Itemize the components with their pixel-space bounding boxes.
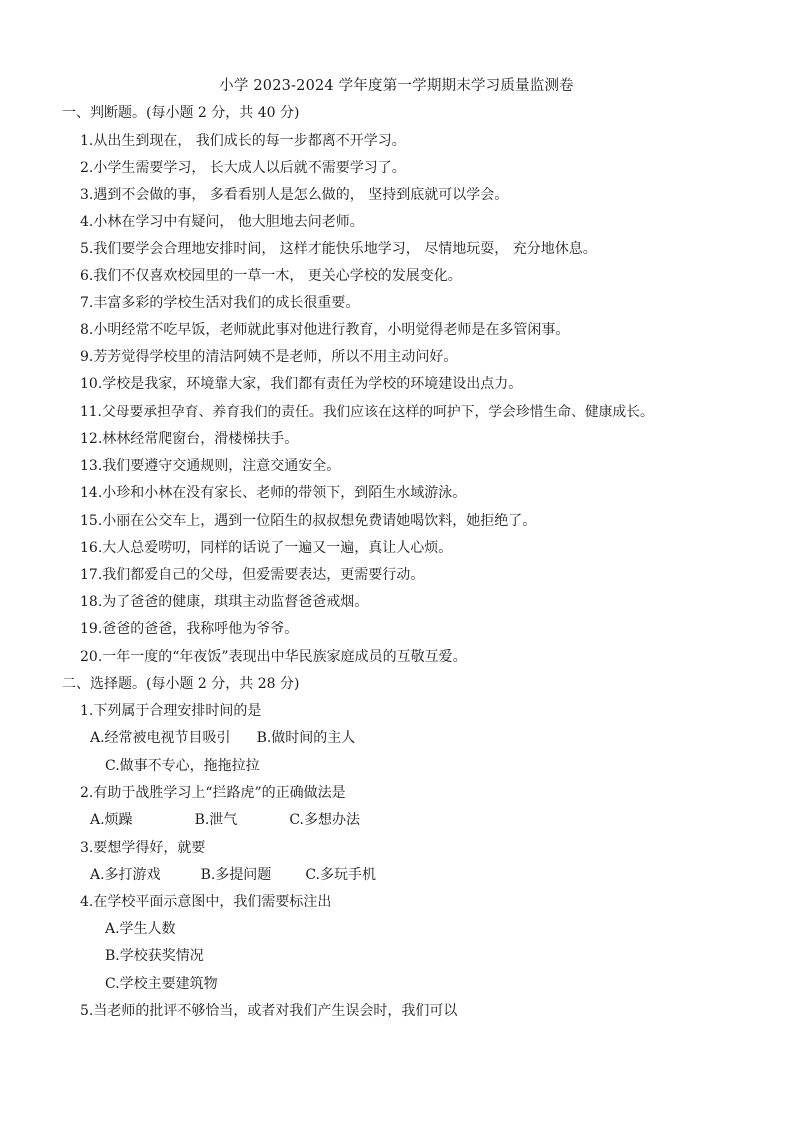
judgment-item-14: 14.小珍和小林在没有家长、老师的带领下，到陌生水域游泳。	[80, 485, 467, 501]
choice-4-option-c: C.学校主要建筑物	[105, 976, 218, 992]
judgment-item-12: 12.林林经常爬窗台，滑楼梯扶手。	[80, 431, 299, 447]
choice-question-2-stem: 2.有助于战胜学习上“拦路虎”的正确做法是	[80, 785, 346, 801]
judgment-item-6: 6.我们不仅喜欢校园里的一草一木， 更关心学校的发展变化。	[80, 268, 462, 284]
choice-1-option-b: B.做时间的主人	[256, 730, 356, 746]
judgment-item-13: 13.我们要遵守交通规则，注意交通安全。	[80, 458, 341, 474]
judgment-item-1: 1.从出生到现在， 我们成长的每一步都离不开学习。	[80, 133, 406, 149]
choice-2-option-c: C.多想办法	[289, 812, 360, 828]
choice-4-option-a: A.学生人数	[105, 921, 176, 937]
judgment-item-7: 7.丰富多彩的学校生活对我们的成长很重要。	[80, 295, 360, 311]
judgment-item-11: 11.父母要承担孕育、养育我们的责任。我们应该在这样的呵护下，学会珍惜生命、健康成长。	[80, 404, 654, 420]
choice-2-option-a: A.烦躁	[90, 812, 133, 828]
choice-question-4-stem: 4.在学校平面示意图中，我们需要标注出	[80, 894, 332, 910]
choice-1-option-c: C.做事不专心，拖拖拉拉	[105, 758, 260, 774]
judgment-item-18: 18.为了爸爸的健康，琪琪主动监督爸爸戒烟。	[80, 594, 369, 610]
judgment-item-4: 4.小林在学习中有疑问， 他大胆地去问老师。	[80, 214, 364, 230]
choice-3-option-b: B.多提问题	[200, 867, 272, 883]
judgment-item-8: 8.小明经常不吃早饭，老师就此事对他进行教育，小明觉得老师是在多管闲事。	[80, 322, 570, 338]
choice-2-option-b: B.泄气	[194, 812, 238, 828]
choice-question-3-stem: 3.要想学得好，就要	[80, 840, 206, 856]
choice-question-3-options	[90, 865, 376, 885]
judgment-item-15: 15.小丽在公交车上，遇到一位陌生的叔叔想免费请她喝饮料，她拒绝了。	[80, 513, 537, 529]
judgment-item-3: 3.遇到不会做的事， 多看看别人是怎么做的， 坚持到底就可以学会。	[80, 187, 509, 203]
judgment-item-2: 2.小学生需要学习， 长大成人以后就不需要学习了。	[80, 160, 406, 176]
judgment-item-10: 10.学校是我家，环境靠大家，我们都有责任为学校的环境建设出点力。	[80, 376, 523, 392]
judgment-item-9: 9.芳芳觉得学校里的清洁阿姨不是老师，所以不用主动问好。	[80, 349, 458, 365]
judgment-item-16: 16.大人总爱唠叨，同样的话说了一遍又一遍，真让人心烦。	[80, 540, 453, 556]
choice-3-option-c: C.多玩手机	[305, 867, 376, 883]
judgment-item-19: 19.爸爸的爸爸，我称呼他为爷爷。	[80, 621, 299, 637]
choice-question-2-options	[90, 810, 360, 830]
choice-3-option-a: A.多打游戏	[90, 867, 161, 883]
section-heading-choice: 二、选择题。(每小题 2 分，共 28 分)	[62, 676, 300, 692]
choice-question-1-options-ab	[90, 728, 355, 748]
choice-1-option-a: A.经常被电视节目吸引	[90, 730, 231, 746]
judgment-item-20: 20.一年一度的“年夜饭”表现出中华民族家庭成员的互敬互爱。	[80, 649, 467, 665]
choice-question-1-stem: 1.下列属于合理安排时间的是	[80, 703, 262, 719]
choice-4-option-b: B.学校获奖情况	[105, 948, 204, 964]
section-heading-judgment: 一、判断题。(每小题 2 分，共 40 分)	[62, 105, 300, 121]
judgment-item-5: 5.我们要学会合理地安排时间， 这样才能快乐地学习， 尽情地玩耍， 充分地休息。	[80, 241, 597, 257]
judgment-item-17: 17.我们都爱自己的父母，但爱需要表达，更需要行动。	[80, 567, 425, 583]
choice-question-5-stem: 5.当老师的批评不够恰当，或者对我们产生误会时，我们可以	[80, 1003, 458, 1019]
exam-title: 小学 2023-2024 学年度第一学期期末学习质量监测卷	[219, 78, 574, 94]
